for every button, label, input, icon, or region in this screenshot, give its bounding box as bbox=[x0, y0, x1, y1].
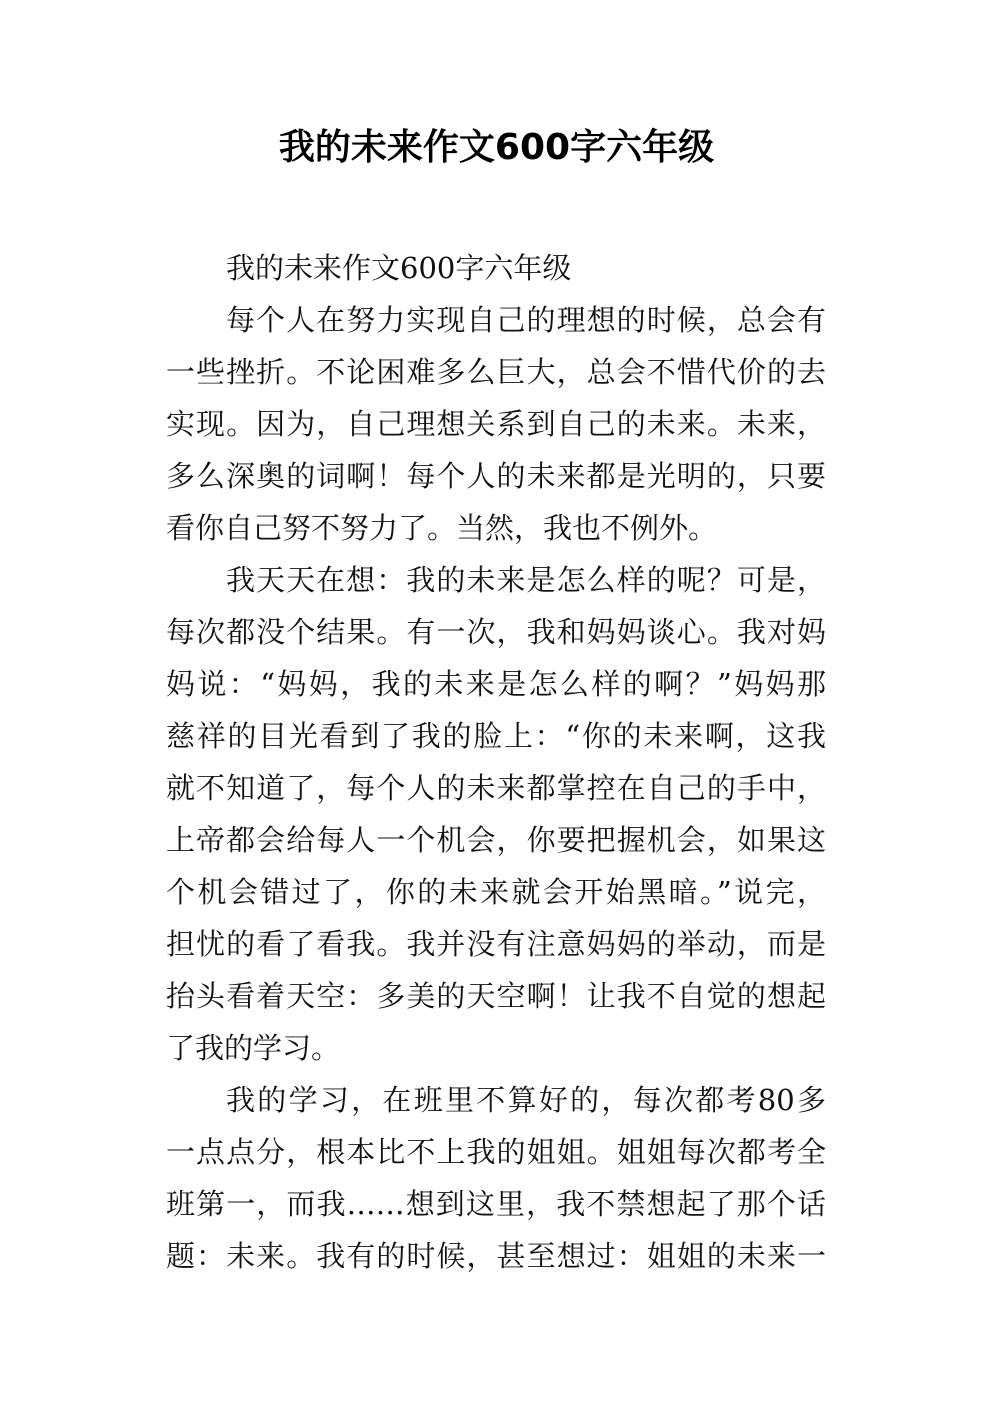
paragraph-line: 抬头看着天空：多美的天空啊！让我不自觉的想起 bbox=[166, 979, 826, 1013]
document-title: 我的未来作文600字六年级 bbox=[278, 127, 715, 168]
paragraph-line: 我的未来作文600字六年级 bbox=[226, 251, 572, 285]
paragraph-line: 班第一，而我……想到这里，我不禁想起了那个话 bbox=[166, 1187, 826, 1221]
paragraph-line: 一点点分，根本比不上我的姐姐。姐姐每次都考全 bbox=[166, 1135, 826, 1169]
paragraph-line: 题：未来。我有的时候，甚至想过：姐姐的未来一 bbox=[166, 1239, 826, 1273]
document-body bbox=[166, 242, 826, 1282]
paragraph-line: 妈说：“妈妈，我的未来是怎么样的啊？”妈妈那 bbox=[166, 667, 826, 701]
paragraph-line: 上帝都会给每人一个机会，你要把握机会，如果这 bbox=[166, 823, 826, 857]
paragraph-line: 担忧的看了看我。我并没有注意妈妈的举动，而是 bbox=[166, 927, 826, 961]
paragraph-line: 个机会错过了，你的未来就会开始黑暗。”说完， bbox=[166, 875, 826, 909]
paragraph-line: 每个人在努力实现自己的理想的时候，总会有 bbox=[226, 303, 826, 337]
paragraph-line: 每次都没个结果。有一次，我和妈妈谈心。我对妈 bbox=[166, 615, 826, 649]
paragraph-line: 了我的学习。 bbox=[166, 1031, 341, 1065]
paragraph-line: 慈祥的目光看到了我的脸上：“你的未来啊，这我 bbox=[166, 719, 826, 753]
paragraph-line: 我的学习，在班里不算好的，每次都考80多 bbox=[226, 1083, 826, 1117]
paragraph-line: 我天天在想：我的未来是怎么样的呢？可是， bbox=[226, 563, 826, 597]
paragraph-line: 多么深奥的词啊！每个人的未来都是光明的，只要 bbox=[166, 459, 826, 493]
paragraph-line: 看你自己努不努力了。当然，我也不例外。 bbox=[166, 511, 718, 545]
paragraph-line: 就不知道了，每个人的未来都掌控在自己的手中， bbox=[166, 771, 826, 805]
paragraph-line: 一些挫折。不论困难多么巨大，总会不惜代价的去 bbox=[166, 355, 826, 389]
paragraph-line: 实现。因为，自己理想关系到自己的未来。未来， bbox=[166, 407, 826, 441]
